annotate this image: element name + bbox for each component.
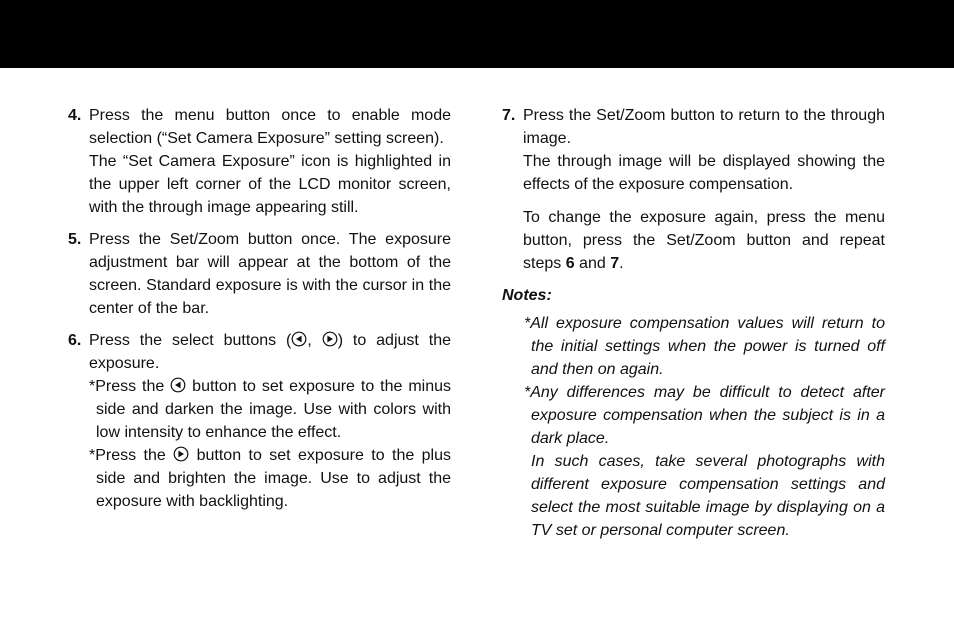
step-number: 6. (68, 332, 82, 349)
step-number: 5. (68, 231, 82, 248)
step-sub-plus: *Press the button to set exposure to the plus side and brighten the image. Use to adjust the exposure with backlighting. (89, 447, 452, 510)
note-item: *Any differences may be difficult to detect after exposure compensation when the subject is in a dark place. (524, 384, 885, 447)
step-text: Press the select buttons ( , ) to adjust the exposure. (89, 332, 451, 372)
step-text: Press the menu button once to enable mode selection (“Set Camera Exposure” setting screen). (89, 107, 451, 147)
step-number: 4. (68, 107, 82, 124)
step-repeat: To change the exposure again, press the menu button, press the Set/Zoom button and repeat steps 6 and 7. (523, 209, 885, 272)
step-text: Press the Set/Zoom button once. The exposure adjustment bar will appear at the bottom of the screen. Standard exposure is with the cursor in the center of the bar. (89, 231, 451, 317)
step-detail: The “Set Camera Exposure” icon is highlighted in the upper left corner of the LCD monitor screen, with the through image appearing still. (89, 153, 451, 216)
left-column (68, 104, 451, 522)
step-detail: The through image will be displayed showing the effects of the exposure compensation. (523, 153, 885, 193)
step-5 (68, 228, 451, 320)
note-item: In such cases, take several photographs with different exposure compensation settings and select the most suitable image by displaying on a TV set or personal computer screen. (531, 453, 885, 539)
select-right-icon (322, 331, 338, 347)
notes-title: Notes: (502, 287, 552, 304)
right-column (502, 104, 885, 542)
step-4 (68, 104, 451, 219)
step-6 (68, 329, 451, 513)
select-right-icon (173, 446, 189, 462)
select-left-icon (170, 377, 186, 393)
step-sub-minus: *Press the button to set exposure to the minus side and darken the image. Use with colors with low intensity to enhance the effect. (89, 378, 451, 441)
note-item: *All exposure compensation values will return to the initial settings when the power is turned off and then on again. (524, 315, 885, 378)
step-7 (502, 104, 885, 275)
select-left-icon (291, 331, 307, 347)
header-bar (0, 0, 954, 68)
step-number: 7. (502, 107, 516, 124)
step-text: Press the Set/Zoom button to return to the through image. (523, 107, 885, 147)
